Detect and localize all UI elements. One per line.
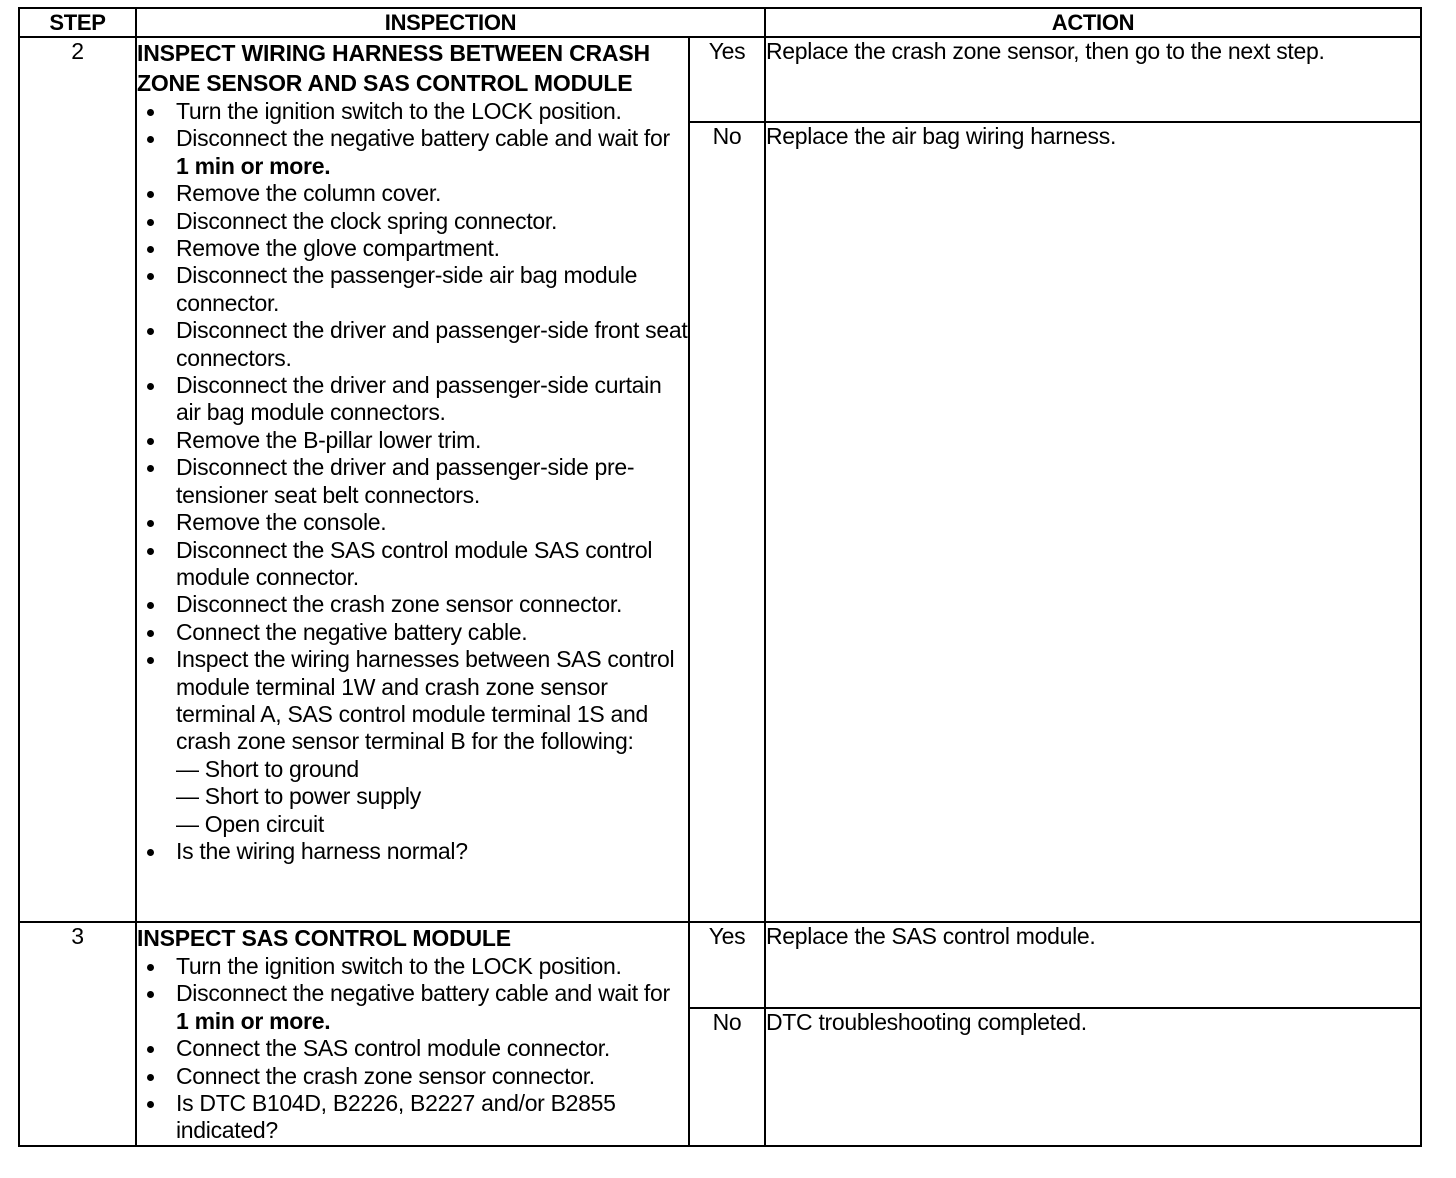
wait-period: .	[324, 152, 331, 179]
list-item: Disconnect the crash zone sensor connector.	[137, 591, 688, 618]
diagnostic-table	[18, 7, 1422, 1147]
list-item: Disconnect the driver and passenger-side curtain air bag module connectors.	[137, 372, 688, 427]
list-item	[137, 646, 688, 838]
yes-label: Yes	[689, 922, 765, 1008]
step-header: STEP	[19, 8, 136, 37]
wait-period: .	[324, 1007, 331, 1034]
sub-item: — Short to ground	[176, 755, 359, 782]
header-row	[19, 8, 1421, 37]
list-item: Remove the console.	[137, 509, 688, 536]
list-item: Turn the ignition switch to the LOCK position.	[137, 98, 688, 125]
inspection-title: INSPECT WIRING HARNESS BETWEEN CRASH ZONE SENSOR AND SAS CONTROL MODULE	[137, 40, 650, 96]
list-item-text: Inspect the wiring harnesses between SAS control module terminal 1W and crash zone sensor terminal A, SAS control module terminal 1S and crash zone sensor terminal B for the following:	[176, 646, 675, 755]
inspection-cell	[136, 922, 689, 1146]
yes-action: Replace the SAS control module.	[765, 922, 1421, 1008]
table-row	[19, 37, 1421, 122]
yes-label: Yes	[689, 37, 765, 122]
list-item: Connect the SAS control module connector.	[137, 1035, 688, 1062]
sub-item: — Open circuit	[176, 810, 324, 837]
inspection-cell	[136, 37, 689, 922]
no-action: Replace the air bag wiring harness.	[765, 122, 1421, 922]
inspection-steps	[137, 953, 688, 1145]
yes-action: Replace the crash zone sensor, then go to the next step.	[765, 37, 1421, 122]
list-item: Is DTC B104D, B2226, B2227 and/or B2855 indicated?	[137, 1090, 688, 1145]
wait-duration: 1 min or more	[176, 1007, 325, 1034]
list-item: Connect the crash zone sensor connector.	[137, 1063, 688, 1090]
wait-duration: 1 min or more	[176, 152, 325, 179]
list-item: Disconnect the SAS control module SAS control module connector.	[137, 537, 688, 592]
list-item: Turn the ignition switch to the LOCK position.	[137, 953, 688, 980]
step-number: 3	[19, 922, 136, 1146]
inspection-steps	[137, 98, 688, 865]
table-row	[19, 922, 1421, 1008]
step-number: 2	[19, 37, 136, 922]
list-item: Remove the B-pillar lower trim.	[137, 427, 688, 454]
no-label: No	[689, 1008, 765, 1145]
inspection-title: INSPECT SAS CONTROL MODULE	[137, 925, 511, 951]
no-label: No	[689, 122, 765, 922]
list-item: Disconnect the clock spring connector.	[137, 208, 688, 235]
sub-item: — Short to power supply	[176, 783, 421, 810]
list-item: Disconnect the driver and passenger-side front seat connectors.	[137, 317, 688, 372]
list-item: Remove the glove compartment.	[137, 235, 688, 262]
list-item: Disconnect the passenger-side air bag module connector.	[137, 262, 688, 317]
list-item	[137, 980, 688, 1035]
list-item: Disconnect the driver and passenger-side pre-tensioner seat belt connectors.	[137, 454, 688, 509]
inspection-header: INSPECTION	[136, 8, 765, 37]
no-action: DTC troubleshooting completed.	[765, 1008, 1421, 1145]
list-item: Remove the column cover.	[137, 180, 688, 207]
list-item-text: Disconnect the negative battery cable and wait for	[176, 125, 670, 152]
list-item-text: Disconnect the negative battery cable and wait for	[176, 980, 670, 1007]
list-item	[137, 125, 688, 180]
list-item: Is the wiring harness normal?	[137, 838, 688, 865]
list-item: Connect the negative battery cable.	[137, 619, 688, 646]
action-header: ACTION	[765, 8, 1421, 37]
